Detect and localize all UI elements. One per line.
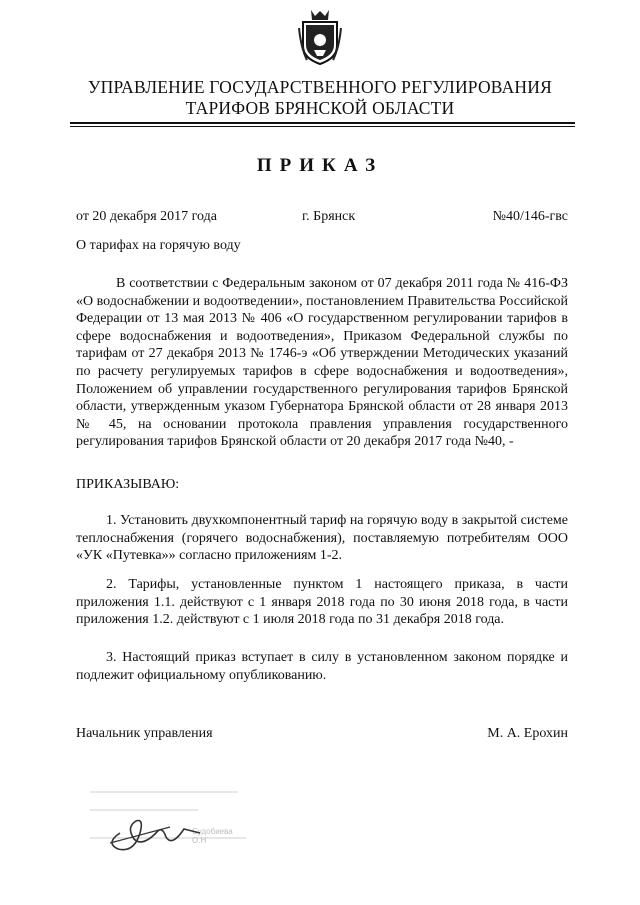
signatory-name: М. А. Ерохин bbox=[487, 726, 568, 741]
order-item-3: 3. Настоящий приказ вступает в силу в установленном законом порядке и подлежит официальному опубликованию. bbox=[76, 650, 568, 683]
order-word: ПРИКАЗЫВАЮ: bbox=[76, 477, 180, 492]
organization-name-line2: ТАРИФОВ БРЯНСКОЙ ОБЛАСТИ bbox=[185, 98, 455, 118]
signatory-position: Начальник управления bbox=[76, 726, 213, 741]
organization-name-line1: УПРАВЛЕНИЕ ГОСУДАРСТВЕННОГО РЕГУЛИРОВАНИЯ bbox=[88, 77, 552, 97]
document-number: №40/146-гвс bbox=[492, 209, 568, 224]
preamble-paragraph: В соответствии с Федеральным законом от 07 декабря 2011 года № 416-ФЗ «О водоснабжении и водоотведении», постановлением Правительства Российской Федерации от 13 мая 2013 № 406 «О государственном регулировании тарифов в сфере водоснабжения и водоотведения», Приказом Федеральной службы по тарифам от 27 декабря 2013 № 1746-э «Об утверждении Методических указаний по расчету регулируемых тарифов в сфере водоснабжения и водоотведения», Положением об управлении государственного регулирования тарифов Брянской области, утвержденным указом Губернатора Брянской области от 28 января 2013 № 45, на основании протокола правления управления государственного регулирования тарифов Брянской области от 20 декабря 2017 года №40, - bbox=[76, 276, 568, 450]
header-rule-thick bbox=[70, 122, 575, 124]
header-rule-thin bbox=[70, 126, 575, 127]
document-subject: О тарифах на горячую воду bbox=[76, 238, 241, 253]
document-city: г. Брянск bbox=[302, 209, 356, 224]
order-item-2: 2. Тарифы, установленные пунктом 1 настоящего приказа, в части приложения 1.1. действуют с 1 января 2018 года по 30 июня 2018 года, в части приложения 1.2. действуют с 1 июля 2018 года по 31 декабря 2018 года. bbox=[76, 577, 568, 628]
handwritten-signature-icon bbox=[100, 803, 210, 853]
document-date: от 20 декабря 2017 года bbox=[76, 209, 217, 224]
coat-of-arms-emblem-icon bbox=[297, 8, 343, 66]
document-title: ПРИКАЗ bbox=[256, 155, 384, 176]
stamp-executor-name: Судобиева О.Н bbox=[192, 827, 233, 845]
order-item-1: 1. Установить двухкомпонентный тариф на горячую воду в закрытой системе теплоснабжения (горячего водоснабжения), поставляемую потребителям ООО «УК «Путевка»» согласно приложениям 1-2. bbox=[76, 513, 568, 564]
